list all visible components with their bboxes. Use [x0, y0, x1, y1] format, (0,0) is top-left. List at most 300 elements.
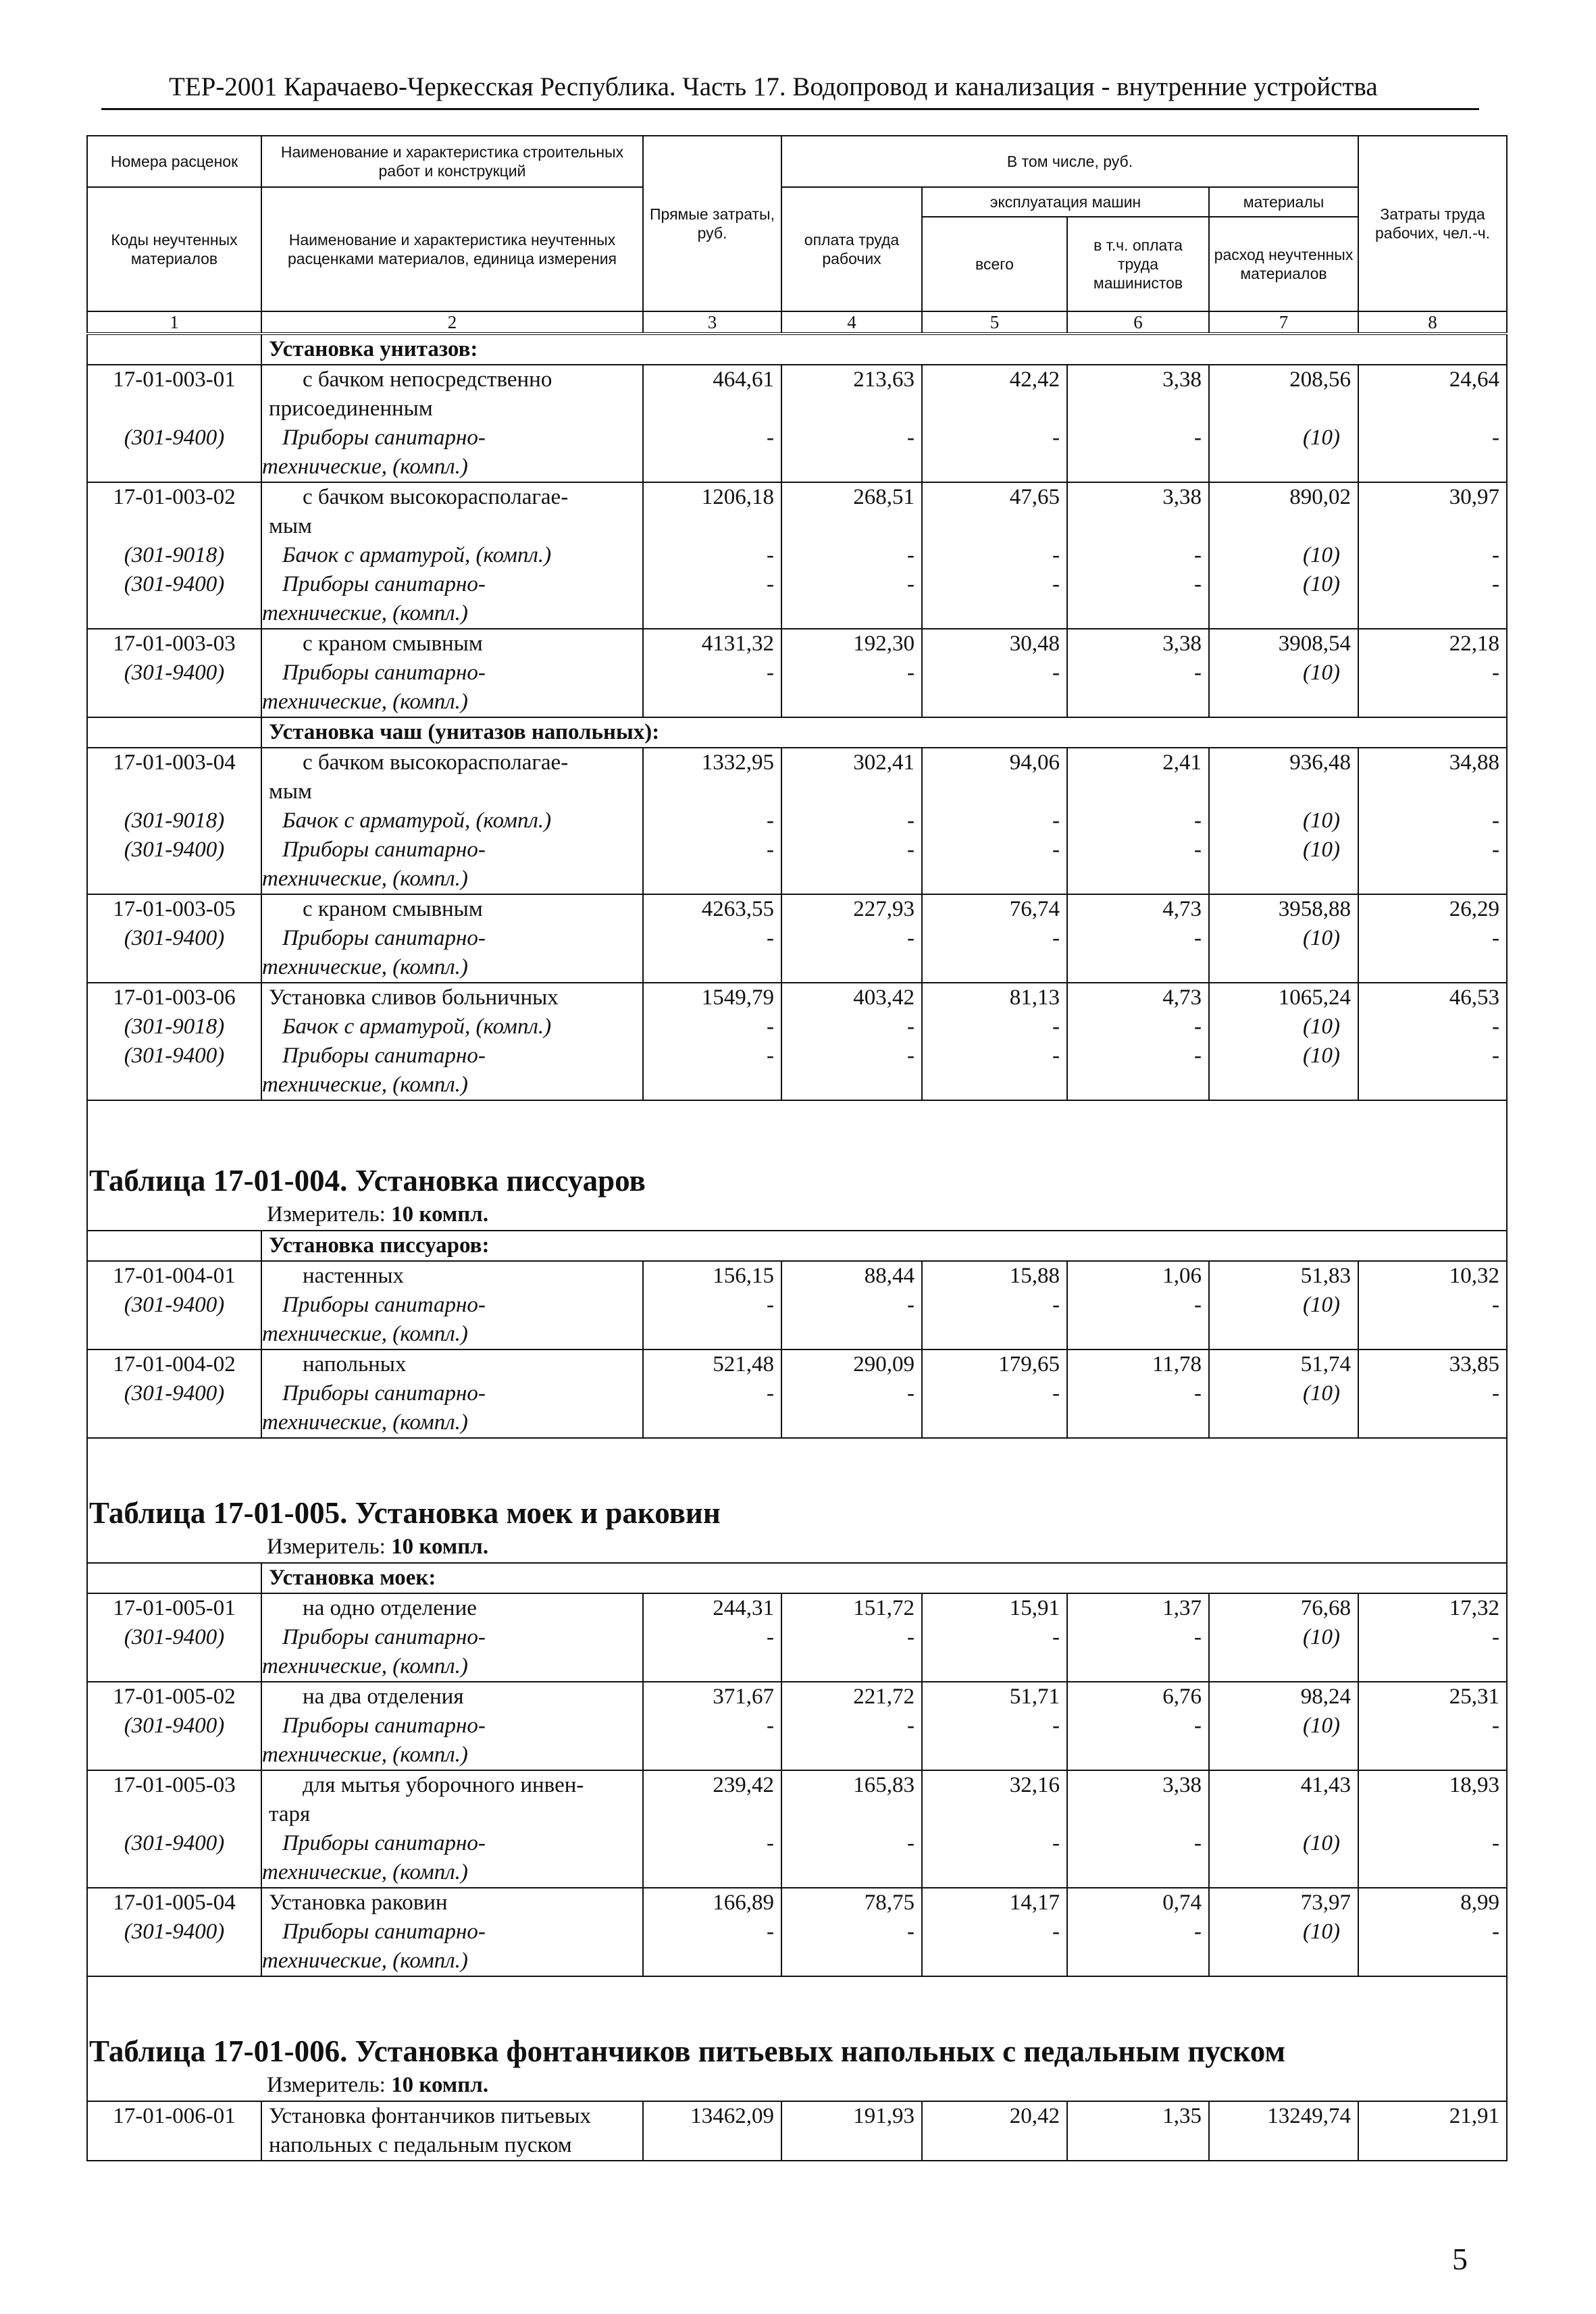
dash: - — [1358, 835, 1507, 894]
table-row — [87, 983, 1507, 1012]
dash: - — [1067, 570, 1209, 629]
table-row — [87, 1888, 1507, 1918]
labor-cost: 88,44 — [781, 1261, 922, 1291]
dash: - — [781, 806, 922, 835]
material-row — [87, 1291, 1507, 1349]
dash: - — [643, 1829, 781, 1888]
labor-hours: 22,18 — [1358, 629, 1507, 659]
dash: - — [781, 1712, 922, 1770]
dash: - — [922, 1012, 1067, 1042]
machinist-cost: 3,38 — [1067, 1770, 1209, 1829]
unit-value: 10 компл. — [391, 1535, 489, 1559]
direct-cost: 13462,09 — [643, 2101, 781, 2161]
material-name: Приборы санитарно- технические, (компл.) — [261, 659, 643, 717]
table-row — [87, 1593, 1507, 1623]
machine-cost: 15,91 — [922, 1593, 1067, 1623]
material-qty: (10) — [1209, 835, 1358, 894]
dash: - — [1067, 1291, 1209, 1349]
dash: - — [1358, 806, 1507, 835]
unit-label: Измеритель: — [267, 2073, 386, 2097]
page-header-title: ТЕР-2001 Карачаево-Черкесская Республика. Часть 17. Водопровод и канализация - внутренние устройства — [169, 72, 1378, 101]
material-code: (301-9400) — [87, 423, 261, 482]
material-code: (301-9018) — [87, 1012, 261, 1042]
material-row — [87, 1829, 1507, 1888]
material-code: (301-9400) — [87, 924, 261, 983]
col3-head: Прямые затраты, руб. — [643, 136, 781, 311]
machinist-cost: 1,35 — [1067, 2101, 1209, 2161]
labor-cost: 403,42 — [781, 983, 922, 1012]
material-row — [87, 1712, 1507, 1770]
material-name: Приборы санитарно- технические, (компл.) — [261, 1291, 643, 1349]
col-number: 2 — [261, 311, 643, 334]
direct-cost: 4131,32 — [643, 629, 781, 659]
dash: - — [781, 1623, 922, 1682]
labor-cost: 192,30 — [781, 629, 922, 659]
rate-code: 17-01-006-01 — [87, 2101, 261, 2161]
direct-cost: 464,61 — [643, 365, 781, 423]
material-qty: (10) — [1209, 924, 1358, 983]
col4-head: оплата труда рабочих — [781, 187, 922, 311]
dash: - — [1358, 541, 1507, 570]
work-name: на одно отделение — [261, 1593, 643, 1623]
material-name: Приборы санитарно- технические, (компл.) — [261, 1623, 643, 1682]
labor-cost: 213,63 — [781, 365, 922, 423]
col-number: 3 — [643, 311, 781, 334]
dash: - — [1358, 1829, 1507, 1888]
material-name: Бачок с арматурой, (компл.) — [261, 541, 643, 570]
dash: - — [1358, 570, 1507, 629]
material-name: Приборы санитарно- технические, (компл.) — [261, 924, 643, 983]
section-row — [87, 1563, 1507, 1593]
labor-cost: 78,75 — [781, 1888, 922, 1918]
material-code: (301-9400) — [87, 1291, 261, 1349]
dash: - — [922, 835, 1067, 894]
direct-cost: 4263,55 — [643, 894, 781, 924]
machinist-cost: 1,37 — [1067, 1593, 1209, 1623]
direct-cost: 1206,18 — [643, 482, 781, 541]
col5-head: всего — [922, 217, 1067, 311]
dash: - — [643, 541, 781, 570]
dash: - — [781, 835, 922, 894]
material-row — [87, 541, 1507, 570]
dash: - — [1358, 423, 1507, 482]
material-code: (301-9400) — [87, 835, 261, 894]
rate-code: 17-01-003-04 — [87, 748, 261, 806]
direct-cost: 371,67 — [643, 1682, 781, 1712]
dash: - — [781, 1291, 922, 1349]
dash: - — [781, 1012, 922, 1042]
labor-cost: 268,51 — [781, 482, 922, 541]
unit-line — [87, 1200, 1507, 1231]
material-row — [87, 1918, 1507, 1976]
unit-line — [87, 1532, 1507, 1563]
material-cost: 98,24 — [1209, 1682, 1358, 1712]
table-row — [87, 482, 1507, 541]
unit-row — [87, 1532, 1507, 1563]
material-row — [87, 1379, 1507, 1438]
machinist-cost: 2,41 — [1067, 748, 1209, 806]
machine-cost: 94,06 — [922, 748, 1067, 806]
labor-hours: 26,29 — [1358, 894, 1507, 924]
dash: - — [1067, 1712, 1209, 1770]
section-title: Установка писсуаров: — [261, 1231, 1507, 1261]
section-row — [87, 334, 1507, 365]
table-row — [87, 1682, 1507, 1712]
group-head: В том числе, руб. — [781, 136, 1358, 187]
machinist-cost: 11,78 — [1067, 1349, 1209, 1379]
machinist-cost: 4,73 — [1067, 983, 1209, 1012]
dash: - — [1067, 1379, 1209, 1438]
material-qty: (10) — [1209, 1623, 1358, 1682]
material-code: (301-9400) — [87, 1918, 261, 1976]
unit-value: 10 компл. — [391, 2073, 489, 2097]
machinist-cost: 3,38 — [1067, 482, 1209, 541]
work-name: с краном смывным — [261, 894, 643, 924]
dash: - — [643, 1042, 781, 1100]
material-cost: 13249,74 — [1209, 2101, 1358, 2161]
col-number: 6 — [1067, 311, 1209, 334]
rate-code: 17-01-005-04 — [87, 1888, 261, 1918]
dash: - — [922, 806, 1067, 835]
labor-hours: 34,88 — [1358, 748, 1507, 806]
material-name: Приборы санитарно- технические, (компл.) — [261, 1712, 643, 1770]
material-cost: 51,83 — [1209, 1261, 1358, 1291]
dash: - — [643, 1623, 781, 1682]
machinist-cost: 6,76 — [1067, 1682, 1209, 1712]
material-cost: 51,74 — [1209, 1349, 1358, 1379]
unit-row — [87, 2070, 1507, 2101]
material-qty: (10) — [1209, 1379, 1358, 1438]
material-qty: (10) — [1209, 1291, 1358, 1349]
materials-head: материалы — [1209, 187, 1358, 217]
machine-cost: 81,13 — [922, 983, 1067, 1012]
material-qty: (10) — [1209, 1012, 1358, 1042]
dash: - — [781, 570, 922, 629]
material-cost: 3958,88 — [1209, 894, 1358, 924]
rate-code: 17-01-005-02 — [87, 1682, 261, 1712]
labor-cost: 151,72 — [781, 1593, 922, 1623]
material-qty: (10) — [1209, 541, 1358, 570]
table-row — [87, 1349, 1507, 1379]
dash: - — [781, 1829, 922, 1888]
dash: - — [922, 659, 1067, 717]
dash: - — [643, 659, 781, 717]
material-qty: (10) — [1209, 1918, 1358, 1976]
section-row — [87, 717, 1507, 748]
col-number: 1 — [87, 311, 261, 334]
material-row — [87, 806, 1507, 835]
dash: - — [1358, 924, 1507, 983]
rate-code: 17-01-005-01 — [87, 1593, 261, 1623]
dash: - — [1067, 423, 1209, 482]
rate-code: 17-01-003-01 — [87, 365, 261, 423]
material-row — [87, 659, 1507, 717]
direct-cost: 239,42 — [643, 1770, 781, 1829]
work-name: с бачком высокорасполагае- мым — [261, 482, 643, 541]
dash: - — [643, 1918, 781, 1976]
machine-cost: 15,88 — [922, 1261, 1067, 1291]
dash: - — [922, 423, 1067, 482]
material-row — [87, 423, 1507, 482]
rate-code: 17-01-003-05 — [87, 894, 261, 924]
dash: - — [922, 1291, 1067, 1349]
dash: - — [781, 1918, 922, 1976]
table-title-row — [87, 1100, 1507, 1200]
dash: - — [1067, 806, 1209, 835]
col-number: 7 — [1209, 311, 1358, 334]
material-name: Приборы санитарно- технические, (компл.) — [261, 1042, 643, 1100]
dash: - — [922, 924, 1067, 983]
dash: - — [1358, 1042, 1507, 1100]
dash: - — [1358, 1918, 1507, 1976]
col2-head-top: Наименование и характеристика строительных работ и конструкций — [261, 136, 643, 187]
labor-cost: 221,72 — [781, 1682, 922, 1712]
col1-head-bottom: Коды неучтенных материалов — [87, 187, 261, 311]
work-name: настенных — [261, 1261, 643, 1291]
dash: - — [643, 806, 781, 835]
table-row — [87, 1261, 1507, 1291]
dash: - — [643, 1291, 781, 1349]
col-number: 5 — [922, 311, 1067, 334]
labor-cost: 227,93 — [781, 894, 922, 924]
dash: - — [643, 924, 781, 983]
dash: - — [643, 423, 781, 482]
machinist-cost: 0,74 — [1067, 1888, 1209, 1918]
col2-head-bottom: Наименование и характеристика неучтенных расценками материалов, единица измерения — [261, 187, 643, 311]
table-row — [87, 629, 1507, 659]
material-cost: 76,68 — [1209, 1593, 1358, 1623]
col6-head: в т.ч. оплата труда машинистов — [1067, 217, 1209, 311]
machinist-cost: 1,06 — [1067, 1261, 1209, 1291]
work-name: на два отделения — [261, 1682, 643, 1712]
dash: - — [643, 1012, 781, 1042]
dash: - — [922, 1829, 1067, 1888]
col1-head-top: Номера расценок — [87, 136, 261, 187]
material-name: Приборы санитарно- технические, (компл.) — [261, 1918, 643, 1976]
dash: - — [1067, 1829, 1209, 1888]
labor-cost: 191,93 — [781, 2101, 922, 2161]
machine-cost: 179,65 — [922, 1349, 1067, 1379]
dash: - — [922, 1918, 1067, 1976]
rates-table — [86, 135, 1508, 2161]
direct-cost: 1549,79 — [643, 983, 781, 1012]
dash: - — [922, 570, 1067, 629]
machine-cost: 14,17 — [922, 1888, 1067, 1918]
material-name: Приборы санитарно- технические, (компл.) — [261, 1829, 643, 1888]
direct-cost: 156,15 — [643, 1261, 781, 1291]
table-title: Таблица 17-01-005. Установка моек и раковин — [87, 1438, 1507, 1532]
direct-cost: 166,89 — [643, 1888, 781, 1918]
rate-code: 17-01-005-03 — [87, 1770, 261, 1829]
dash: - — [1358, 1712, 1507, 1770]
material-cost: 3908,54 — [1209, 629, 1358, 659]
unit-label: Измеритель: — [267, 1535, 386, 1559]
section-title: Установка чаш (унитазов напольных): — [261, 717, 1507, 748]
rate-code: 17-01-004-02 — [87, 1349, 261, 1379]
dash: - — [781, 659, 922, 717]
work-name: для мытья уборочного инвен- таря — [261, 1770, 643, 1829]
dash: - — [643, 1379, 781, 1438]
dash: - — [781, 1042, 922, 1100]
dash: - — [1358, 1623, 1507, 1682]
table-row — [87, 365, 1507, 423]
dash: - — [922, 1042, 1067, 1100]
material-cost: 73,97 — [1209, 1888, 1358, 1918]
material-qty: (10) — [1209, 570, 1358, 629]
machine-cost: 20,42 — [922, 2101, 1067, 2161]
dash: - — [1358, 1379, 1507, 1438]
work-name: с краном смывным — [261, 629, 643, 659]
table-row — [87, 1770, 1507, 1829]
work-name: Установка сливов больничных — [261, 983, 643, 1012]
material-row — [87, 924, 1507, 983]
dash: - — [643, 835, 781, 894]
labor-hours: 46,53 — [1358, 983, 1507, 1012]
direct-cost: 1332,95 — [643, 748, 781, 806]
labor-hours: 18,93 — [1358, 1770, 1507, 1829]
material-row — [87, 835, 1507, 894]
machine-cost: 47,65 — [922, 482, 1067, 541]
material-code: (301-9400) — [87, 1712, 261, 1770]
table-title-row — [87, 1438, 1507, 1532]
material-cost: 41,43 — [1209, 1770, 1358, 1829]
dash: - — [1067, 1012, 1209, 1042]
col-number: 4 — [781, 311, 922, 334]
material-row — [87, 1623, 1507, 1682]
dash: - — [922, 541, 1067, 570]
machines-head: эксплуатация машин — [922, 187, 1209, 217]
rate-code: 17-01-003-06 — [87, 983, 261, 1012]
material-qty: (10) — [1209, 423, 1358, 482]
table-title-row — [87, 1976, 1507, 2070]
unit-line — [87, 2070, 1507, 2101]
col7-head: расход неучтенных материалов — [1209, 217, 1358, 311]
machinist-cost: 4,73 — [1067, 894, 1209, 924]
material-cost: 208,56 — [1209, 365, 1358, 423]
rate-code: 17-01-003-02 — [87, 482, 261, 541]
table-title: Таблица 17-01-004. Установка писсуаров — [87, 1100, 1507, 1200]
dash: - — [1358, 1291, 1507, 1349]
col8-head: Затраты труда рабочих, чел.-ч. — [1358, 136, 1507, 311]
rate-code: 17-01-003-03 — [87, 629, 261, 659]
material-name: Приборы санитарно- технические, (компл.) — [261, 835, 643, 894]
header-rule — [101, 108, 1479, 110]
unit-row — [87, 1200, 1507, 1231]
section-title: Установка унитазов: — [261, 334, 1507, 365]
machine-cost: 30,48 — [922, 629, 1067, 659]
column-numbers-row — [87, 311, 1507, 334]
machinist-cost: 3,38 — [1067, 629, 1209, 659]
work-name: с бачком высокорасполагае- мым — [261, 748, 643, 806]
table-title: Таблица 17-01-006. Установка фонтанчиков питьевых напольных с педальным пуском — [87, 1976, 1507, 2070]
labor-hours: 25,31 — [1358, 1682, 1507, 1712]
material-qty: (10) — [1209, 1829, 1358, 1888]
dash: - — [1067, 1918, 1209, 1976]
material-cost: 936,48 — [1209, 748, 1358, 806]
dash: - — [1067, 541, 1209, 570]
labor-hours: 24,64 — [1358, 365, 1507, 423]
material-cost: 890,02 — [1209, 482, 1358, 541]
dash: - — [781, 924, 922, 983]
material-code: (301-9400) — [87, 570, 261, 629]
table-row — [87, 748, 1507, 806]
material-code: (301-9400) — [87, 1829, 261, 1888]
material-qty: (10) — [1209, 659, 1358, 717]
labor-cost: 302,41 — [781, 748, 922, 806]
dash: - — [1358, 1012, 1507, 1042]
material-name: Приборы санитарно- технические, (компл.) — [261, 1379, 643, 1438]
material-name: Бачок с арматурой, (компл.) — [261, 806, 643, 835]
material-qty: (10) — [1209, 1042, 1358, 1100]
material-name: Приборы санитарно- технические, (компл.) — [261, 570, 643, 629]
dash: - — [781, 423, 922, 482]
dash: - — [1358, 659, 1507, 717]
dash: - — [1067, 1042, 1209, 1100]
table-row — [87, 894, 1507, 924]
material-qty: (10) — [1209, 1712, 1358, 1770]
labor-hours: 33,85 — [1358, 1349, 1507, 1379]
page-number: 5 — [1452, 2242, 1468, 2276]
direct-cost: 244,31 — [643, 1593, 781, 1623]
material-qty: (10) — [1209, 806, 1358, 835]
machinist-cost: 3,38 — [1067, 365, 1209, 423]
section-row — [87, 1231, 1507, 1261]
material-name: Приборы санитарно- технические, (компл.) — [261, 423, 643, 482]
material-code: (301-9400) — [87, 1379, 261, 1438]
rate-code: 17-01-004-01 — [87, 1261, 261, 1291]
labor-cost: 290,09 — [781, 1349, 922, 1379]
dash: - — [922, 1623, 1067, 1682]
machine-cost: 32,16 — [922, 1770, 1067, 1829]
work-name: Установка раковин — [261, 1888, 643, 1918]
labor-hours: 21,91 — [1358, 2101, 1507, 2161]
dash: - — [781, 541, 922, 570]
labor-hours: 30,97 — [1358, 482, 1507, 541]
material-code: (301-9018) — [87, 541, 261, 570]
material-code: (301-9400) — [87, 659, 261, 717]
material-code: (301-9400) — [87, 1042, 261, 1100]
work-name: напольных — [261, 1349, 643, 1379]
material-name: Бачок с арматурой, (компл.) — [261, 1012, 643, 1042]
material-row — [87, 1012, 1507, 1042]
unit-label: Измеритель: — [267, 1202, 386, 1227]
machine-cost: 76,74 — [922, 894, 1067, 924]
material-row — [87, 570, 1507, 629]
dash: - — [1067, 924, 1209, 983]
machine-cost: 42,42 — [922, 365, 1067, 423]
material-row — [87, 1042, 1507, 1100]
labor-hours: 8,99 — [1358, 1888, 1507, 1918]
direct-cost: 521,48 — [643, 1349, 781, 1379]
unit-value: 10 компл. — [391, 1202, 489, 1227]
col-number: 8 — [1358, 311, 1507, 334]
dash: - — [922, 1379, 1067, 1438]
section-title: Установка моек: — [261, 1563, 1507, 1593]
dash: - — [1067, 1623, 1209, 1682]
material-code: (301-9018) — [87, 806, 261, 835]
table-row — [87, 2101, 1507, 2161]
dash: - — [1067, 659, 1209, 717]
dash: - — [781, 1379, 922, 1438]
work-name: Установка фонтанчиков питьевых напольных с педальным пуском — [261, 2101, 643, 2161]
dash: - — [643, 1712, 781, 1770]
labor-hours: 10,32 — [1358, 1261, 1507, 1291]
labor-hours: 17,32 — [1358, 1593, 1507, 1623]
dash: - — [922, 1712, 1067, 1770]
work-name: с бачком непосредственно присоединенным — [261, 365, 643, 423]
labor-cost: 165,83 — [781, 1770, 922, 1829]
material-code: (301-9400) — [87, 1623, 261, 1682]
